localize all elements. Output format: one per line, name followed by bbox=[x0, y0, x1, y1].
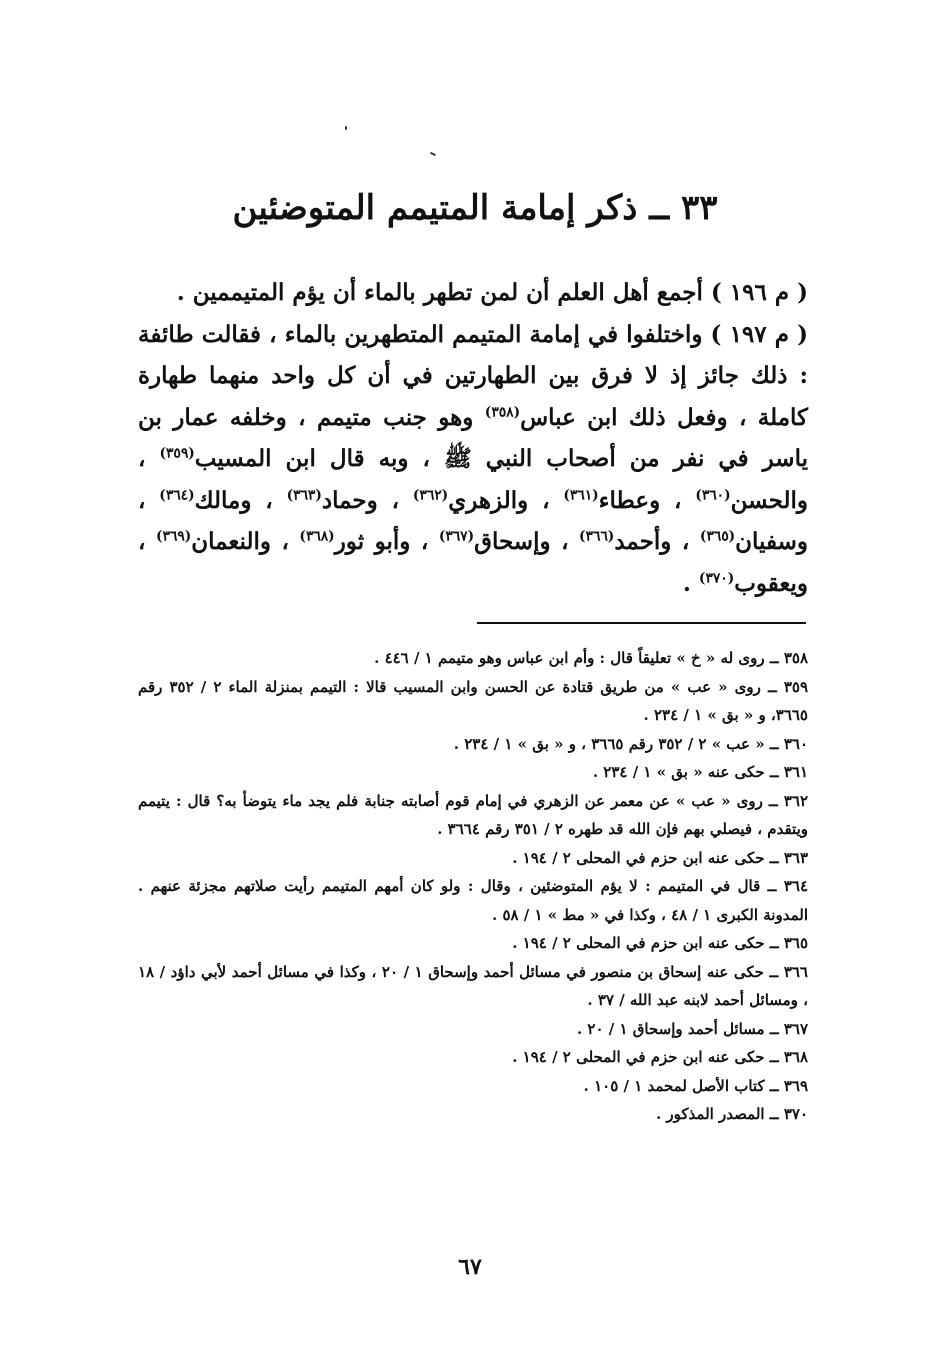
footnote-ref-358[interactable]: (٣٥٨) bbox=[484, 403, 521, 420]
footnote-ref-368[interactable]: (٣٦٨) bbox=[299, 528, 335, 545]
footnote-ref-364[interactable]: (٣٦٤) bbox=[159, 486, 195, 503]
footnote-ref-370[interactable]: (٣٧٠) bbox=[698, 569, 735, 586]
footnote-363: ٣٦٣ ــ حكى عنه ابن حزم في المحلى ٢ / ١٩٤ . bbox=[512, 848, 808, 867]
footnote-366: ٣٦٦ ــ حكى عنه إسحاق بن منصور في مسائل أحمد وإسحاق ١ / ٢٠ ، وكذا في مسائل أحمد لأبي داؤد / ١٨ ، ومسائل أحمد لابنه عبد الله / ٣٧ . bbox=[138, 962, 808, 1009]
footnote-ref-365[interactable]: (٣٦٥) bbox=[699, 528, 736, 545]
footnote-ref-360[interactable]: (٣٦٠) bbox=[695, 486, 731, 503]
page-number: ٦٧ bbox=[458, 1254, 482, 1280]
footnotes bbox=[138, 644, 808, 1129]
footnote-ref-362[interactable]: (٣٦٢) bbox=[412, 486, 449, 503]
footnote-369: ٣٦٩ ــ كتاب الأصل لمحمد ١ / ١٠٥ . bbox=[583, 1076, 808, 1095]
footnote-ref-361[interactable]: (٣٦١) bbox=[563, 486, 599, 503]
footnote-368: ٣٦٨ ــ حكى عنه ابن حزم في المحلى ٢ / ١٩٤ . bbox=[512, 1048, 808, 1066]
footnote-370: ٣٧٠ ــ المصدر المذكور . bbox=[655, 1105, 808, 1123]
main-text bbox=[138, 272, 808, 604]
footnote-ref-367[interactable]: (٣٦٧) bbox=[438, 528, 475, 545]
footnote-ref-369[interactable]: (٣٦٩) bbox=[155, 528, 192, 545]
footnote-358: ٣٥٨ ــ روى له « خ » تعليقاً قال : وأم ابن عباس وهو متيمم ١ / ٤٤٦ . bbox=[374, 649, 808, 667]
footnote-361: ٣٦١ ــ حكى عنه « بق » ١ / ٢٣٤ . bbox=[592, 763, 808, 781]
footnote-359: ٣٥٩ ــ روى « عب » من طريق قتادة عن الحسن وابن المسيب قالا : التيمم بمنزلة الماء ٢ / ٣٥٢ رقم ٣٦٦٥، و « بق » ١ / ٢٣٤ . bbox=[138, 677, 808, 724]
footnote-ref-363[interactable]: (٣٦٣) bbox=[286, 486, 322, 503]
paragraph-197: ( م ١٩٧ ) واختلفوا في إمامة المتيمم المتطهرين بالماء ، فقالت طائفة : ذلك جائز إذ لا فرق بين الطهارتين في أن كل واحد منهما طهارة كاملة ، وفعل ذلك ابن عباس$^{(٣٥٨)}$ وهو جنب متيمم ، وخلفه عمار بن ياسر في نفر من أصحاب النبي ﷺ ، وبه قال ابن المسيب$^{(٣٥٩)}$ ، والحسن$^{(٣٦٠)}$ ، وعطاء$^{(٣٦١)}$ ، والزهري$^{(٣٦٢)}$ ، وحماد$^{(٣٦٣)}$ ، ومالك$^{(٣٦٤)}$ ، وسفيان$^{(٣٦٥)}$ ، وأحمد$^{(٣٦٦)}$ ، وإسحاق$^{(٣٦٧)}$ ، وأبو ثور$^{(٣٦٨)}$ ، والنعمان$^{(٣٦٩)}$ ، ويعقوب$^{(٣٧٠)}$ . bbox=[138, 320, 809, 597]
footnote-separator bbox=[477, 622, 806, 624]
footnote-365: ٣٦٥ ــ حكى عنه ابن حزم في المحلى ٢ / ١٩٤ . bbox=[512, 934, 808, 952]
footnote-362: ٣٦٢ ــ روى « عب » عن معمر عن الزهري في إمام قوم أصابته جنابة فلم يجد ماء يتوضأ به؟ قال : يتيمم ويتقدم ، فيصلي بهم فإن الله قد طهره ٢ / ٣٥١ رقم ٣٦٦٤ . bbox=[138, 791, 808, 838]
footnote-367: ٣٦٧ ــ مسائل أحمد وإسحاق ١ / ٢٠ . bbox=[576, 1019, 808, 1038]
footnote-364: ٣٦٤ ــ قال في المتيمم : لا يؤم المتوضئين ، وقال : ولو كان أمهم المتيمم رأيت صلاتهم مجزئة عنهم . المدونة الكبرى ١ / ٤٨ ، وكذا في « مط » ١ / ٥٨ . bbox=[138, 877, 808, 924]
scan-speck bbox=[345, 126, 347, 130]
footnote-ref-359[interactable]: (٣٥٩) bbox=[159, 445, 195, 462]
footnote-360: ٣٦٠ ــ « عب » ٢ / ٣٥٢ رقم ٣٦٦٥ ، و « بق » ١ / ٢٣٤ . bbox=[453, 734, 808, 753]
scan-speck bbox=[430, 152, 436, 156]
paragraph-196: ( م ١٩٦ ) أجمع أهل العلم أن لمن تطهر بالماء أن يؤم المتيممين . bbox=[176, 279, 808, 306]
chapter-title: ٣٣ ــ ذكر إمامة المتيمم المتوضئين bbox=[232, 188, 718, 228]
footnote-ref-366[interactable]: (٣٦٦) bbox=[579, 528, 615, 545]
